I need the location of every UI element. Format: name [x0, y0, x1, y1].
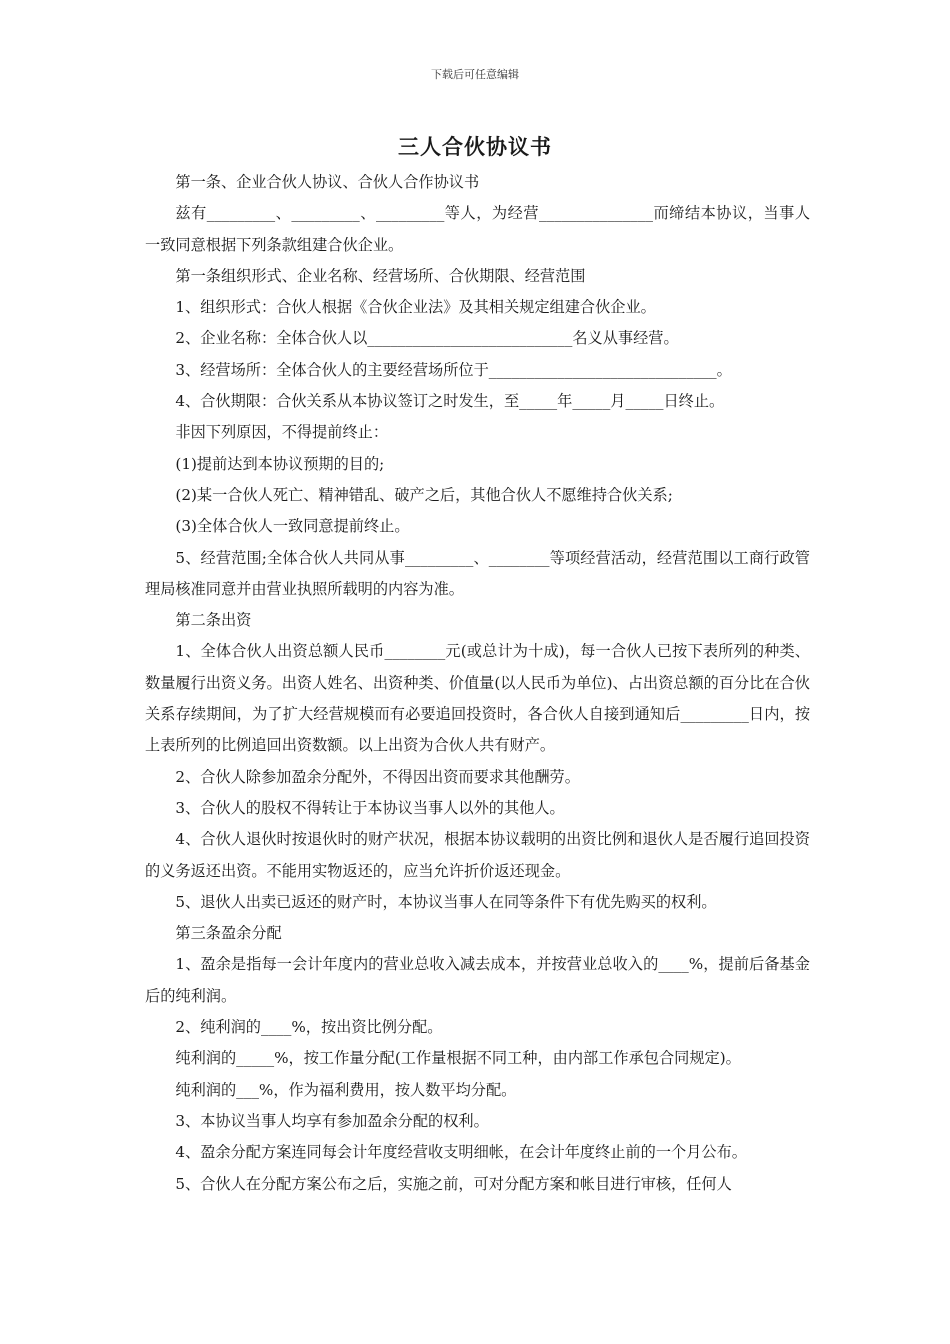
paragraph: 1、组织形式：合伙人根据《合伙企业法》及其相关规定组建合伙企业。: [175, 298, 656, 317]
section-heading: 第三条盈余分配: [175, 924, 282, 943]
paragraph: 纯利润的___%，作为福利费用，按人数平均分配。: [175, 1080, 517, 1099]
section-heading: 第二条出资: [175, 611, 252, 630]
paragraph: 2、合伙人除参加盈余分配外，不得因出资而要求其他酬劳。: [175, 767, 580, 786]
paragraph: 3、经营场所：全体合伙人的主要经营场所位于______________________________。: [175, 360, 732, 379]
document-title: 三人合伙协议书: [398, 134, 552, 159]
paragraph: 兹有_________、_________、_________等人，为经营_______________而缔结本协议，当事人一致同意根据下列条款组建合伙企业。: [145, 204, 810, 254]
paragraph: 1、盈余是指每一会计年度内的营业总收入减去成本，并按营业总收入的____%，提前后备基金后的纯利润。: [145, 955, 810, 1005]
paragraph: 第一条组织形式、企业名称、经营场所、合伙期限、经营范围: [175, 266, 586, 285]
paragraph: 4、合伙人退伙时按退伙时的财产状况，根据本协议载明的出资比例和退伙人是否履行追回投资的义务返还出资。不能用实物返还的，应当允许折价返还现金。: [145, 830, 810, 880]
paragraph: 纯利润的_____%，按工作量分配(工作量根据不同工种，由内部工作承包合同规定)。: [175, 1049, 741, 1068]
paragraph: 非因下列原因，不得提前终止：: [175, 423, 389, 442]
paragraph: 第一条、企业合伙人协议、合伙人合作协议书: [175, 173, 480, 191]
document-body: [145, 167, 810, 1200]
page-header-note: 下载后可任意编辑: [431, 68, 519, 81]
paragraph: 2、企业名称：全体合伙人以___________________________名义从事经营。: [175, 329, 679, 348]
paragraph: 4、合伙期限：合伙关系从本协议签订之时发生，至_____年_____月_____日终止。: [175, 392, 725, 411]
paragraph: 4、盈余分配方案连同每会计年度经营收支明细帐，在会计年度终止前的一个月公布。: [175, 1143, 747, 1162]
paragraph: (2)某一合伙人死亡、精神错乱、破产之后，其他合伙人不愿维持合伙关系;: [175, 485, 673, 504]
paragraph: 5、经营范围;全体合伙人共同从事_________、________等项经营活动，经营范围以工商行政管理局核准同意并由营业执照所载明的内容为准。: [145, 548, 810, 598]
paragraph: (1)提前达到本协议预期的目的;: [175, 454, 385, 473]
paragraph: 5、退伙人出卖已返还的财产时，本协议当事人在同等条件下有优先购买的权利。: [175, 892, 717, 911]
paragraph: 1、全体合伙人出资总额人民币________元(或总计为十成)，每一合伙人已按下表所列的种类、数量履行出资义务。出资人姓名、出资种类、价值量(以人民币为单位)、占出资总额的百分比在合伙关系存续期间，为了扩大经营规模而有必要追回投资时，各合伙人自接到通知后_________日内，按上表所列的比例追回出资数额。以上出资为合伙人共有财产。: [145, 642, 810, 755]
paragraph: 5、合伙人在分配方案公布之后，实施之前，可对分配方案和帐目进行审核，任何人: [175, 1174, 732, 1193]
paragraph: (3)全体合伙人一致同意提前终止。: [175, 517, 410, 536]
paragraph: 3、合伙人的股权不得转让于本协议当事人以外的其他人。: [175, 798, 565, 817]
paragraph: 2、纯利润的____%，按出资比例分配。: [175, 1018, 443, 1037]
paragraph: 3、本协议当事人均享有参加盈余分配的权利。: [175, 1111, 489, 1130]
